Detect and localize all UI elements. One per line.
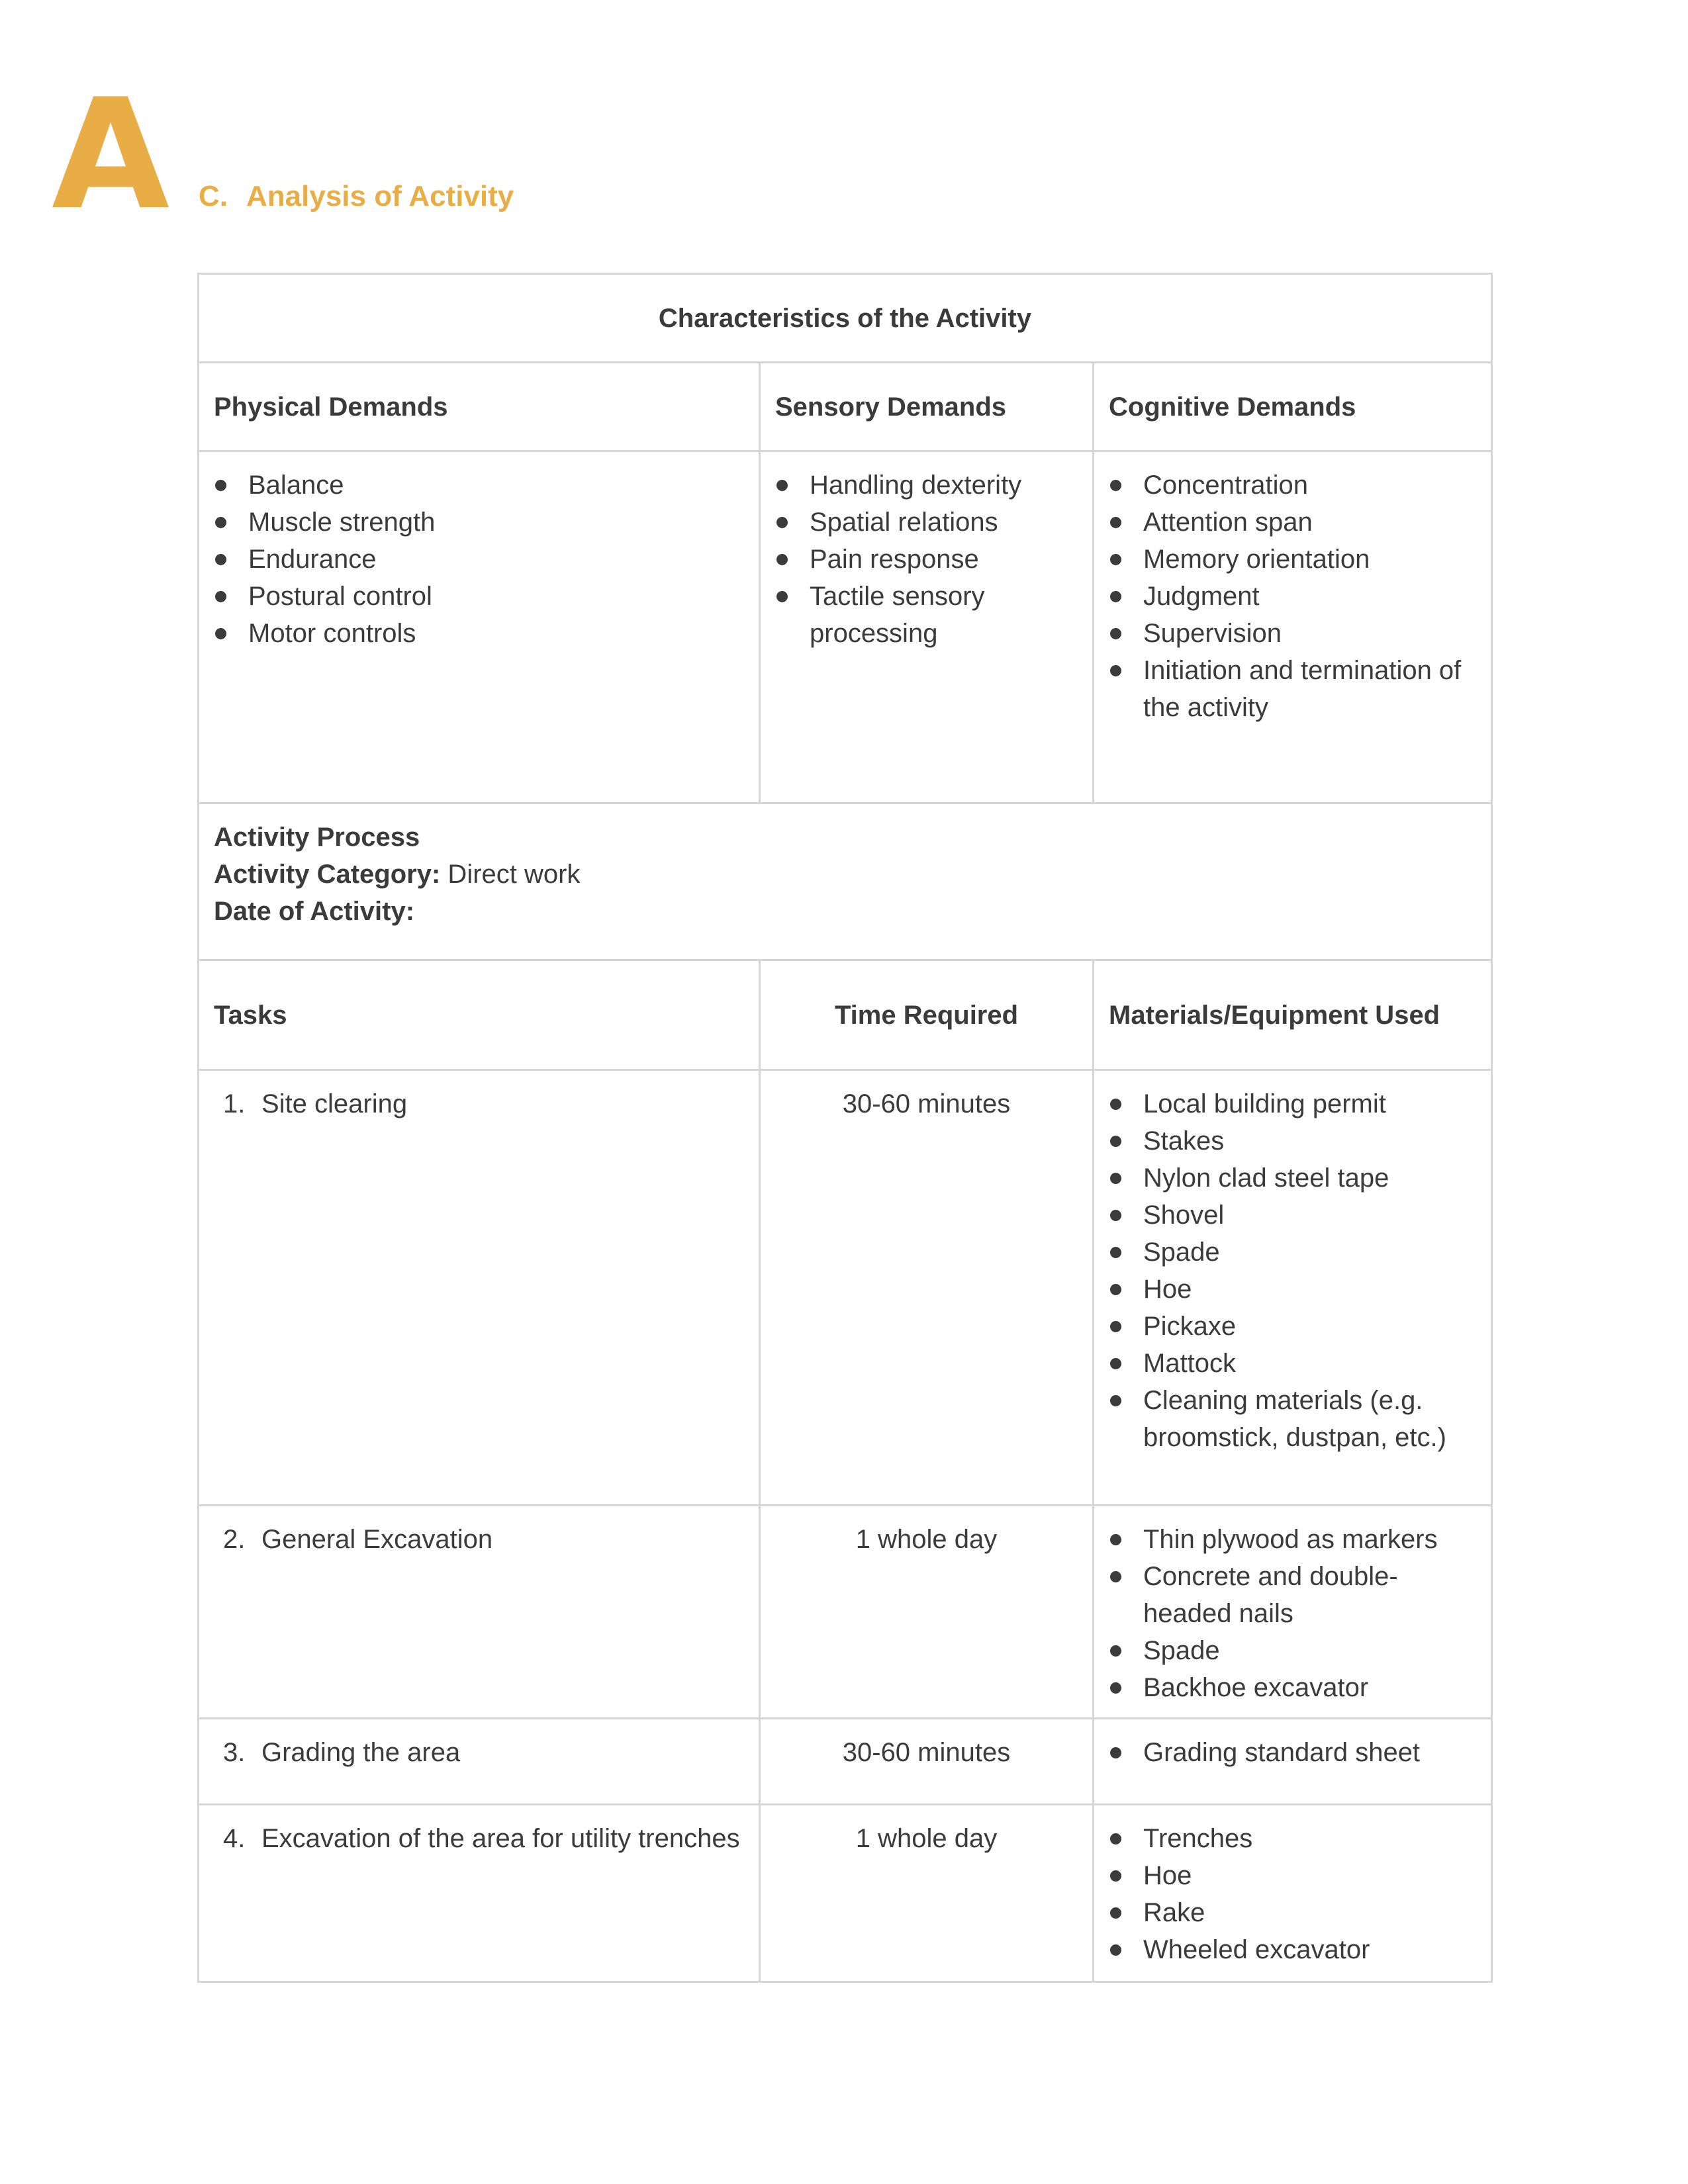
- list-item: Thin plywood as markers: [1107, 1521, 1481, 1558]
- task-name-cell: [199, 1805, 760, 1982]
- materials-header: Materials/Equipment Used: [1094, 960, 1492, 1070]
- list-item: Spade: [1107, 1234, 1481, 1271]
- demands-header-row: [199, 363, 1492, 451]
- list-item: Grading standard sheet: [1107, 1734, 1481, 1771]
- list-item: Motor controls: [212, 615, 749, 652]
- task-materials-list: [1107, 1820, 1481, 1968]
- task-number: 3.: [223, 1738, 246, 1767]
- task-materials-list: [1107, 1734, 1481, 1771]
- activity-category-label: Activity Category:: [214, 860, 441, 889]
- list-item: Pickaxe: [1107, 1308, 1481, 1345]
- task-time: 30-60 minutes: [760, 1070, 1094, 1506]
- activity-process-cell: [199, 803, 1492, 960]
- list-item: Handling dexterity: [774, 467, 1083, 504]
- time-required-header: Time Required: [760, 960, 1094, 1070]
- list-item: Spatial relations: [774, 504, 1083, 541]
- task-materials-cell: [1094, 1719, 1492, 1805]
- task-name: Site clearing: [261, 1089, 408, 1118]
- task-row: [199, 1506, 1492, 1719]
- task-materials-cell: [1094, 1070, 1492, 1506]
- table-caption: Characteristics of the Activity: [199, 274, 1492, 363]
- activity-date-label: Date of Activity:: [214, 897, 415, 926]
- list-item: Concrete and double-headed nails: [1107, 1558, 1481, 1632]
- list-item: Rake: [1107, 1894, 1481, 1931]
- cognitive-demands-cell: [1094, 451, 1492, 803]
- task-name: Grading the area: [261, 1738, 461, 1767]
- task-name-cell: [199, 1070, 760, 1506]
- section-heading: [199, 180, 514, 213]
- cognitive-demands-list: [1107, 467, 1481, 726]
- section-number: C.: [199, 180, 228, 212]
- task-row: [199, 1070, 1492, 1506]
- task-name-cell: [199, 1719, 760, 1805]
- task-name-cell: [199, 1506, 760, 1719]
- list-item: Initiation and termination of the activity: [1107, 652, 1481, 726]
- list-item: Trenches: [1107, 1820, 1481, 1857]
- demands-row: [199, 451, 1492, 803]
- task-name: General Excavation: [261, 1525, 493, 1554]
- physical-demands-list: [212, 467, 749, 652]
- tasks-header: Tasks: [199, 960, 760, 1070]
- physical-demands-cell: [199, 451, 760, 803]
- task-time: 1 whole day: [760, 1805, 1094, 1982]
- list-item: Supervision: [1107, 615, 1481, 652]
- activity-analysis-table: [197, 273, 1493, 1983]
- list-item: Muscle strength: [212, 504, 749, 541]
- list-item: Mattock: [1107, 1345, 1481, 1382]
- task-time: 30-60 minutes: [760, 1719, 1094, 1805]
- task-number: 4.: [223, 1824, 246, 1853]
- physical-demands-header: Physical Demands: [199, 363, 760, 451]
- list-item: Postural control: [212, 578, 749, 615]
- list-item: Endurance: [212, 541, 749, 578]
- task-row: [199, 1719, 1492, 1805]
- list-item: Hoe: [1107, 1857, 1481, 1894]
- task-time: 1 whole day: [760, 1506, 1094, 1719]
- sensory-demands-cell: [760, 451, 1094, 803]
- list-item: Judgment: [1107, 578, 1481, 615]
- list-item: Cleaning materials (e.g. broomstick, dustpan, etc.): [1107, 1382, 1481, 1456]
- task-materials-list: [1107, 1521, 1481, 1706]
- caption-row: [199, 274, 1492, 363]
- list-item: Concentration: [1107, 467, 1481, 504]
- chapter-letter: A: [52, 67, 170, 244]
- list-item: Hoe: [1107, 1271, 1481, 1308]
- list-item: Stakes: [1107, 1122, 1481, 1160]
- task-row: [199, 1805, 1492, 1982]
- activity-process-title: Activity Process: [214, 823, 420, 852]
- tasks-header-row: [199, 960, 1492, 1070]
- list-item: Wheeled excavator: [1107, 1931, 1481, 1968]
- task-number: 2.: [223, 1525, 246, 1554]
- task-materials-cell: [1094, 1506, 1492, 1719]
- process-row: [199, 803, 1492, 960]
- list-item: Spade: [1107, 1632, 1481, 1669]
- task-materials-cell: [1094, 1805, 1492, 1982]
- list-item: Backhoe excavator: [1107, 1669, 1481, 1706]
- sensory-demands-header: Sensory Demands: [760, 363, 1094, 451]
- list-item: Tactile sensory processing: [774, 578, 1083, 652]
- sensory-demands-list: [774, 467, 1083, 652]
- task-materials-list: [1107, 1085, 1481, 1456]
- list-item: Shovel: [1107, 1197, 1481, 1234]
- task-name: Excavation of the area for utility trenches: [261, 1824, 740, 1853]
- cognitive-demands-header: Cognitive Demands: [1094, 363, 1492, 451]
- list-item: Attention span: [1107, 504, 1481, 541]
- list-item: Balance: [212, 467, 749, 504]
- activity-category-value: Direct work: [440, 860, 581, 889]
- list-item: Local building permit: [1107, 1085, 1481, 1122]
- task-number: 1.: [223, 1089, 246, 1118]
- list-item: Pain response: [774, 541, 1083, 578]
- list-item: Nylon clad steel tape: [1107, 1160, 1481, 1197]
- section-title: Analysis of Activity: [246, 180, 514, 212]
- list-item: Memory orientation: [1107, 541, 1481, 578]
